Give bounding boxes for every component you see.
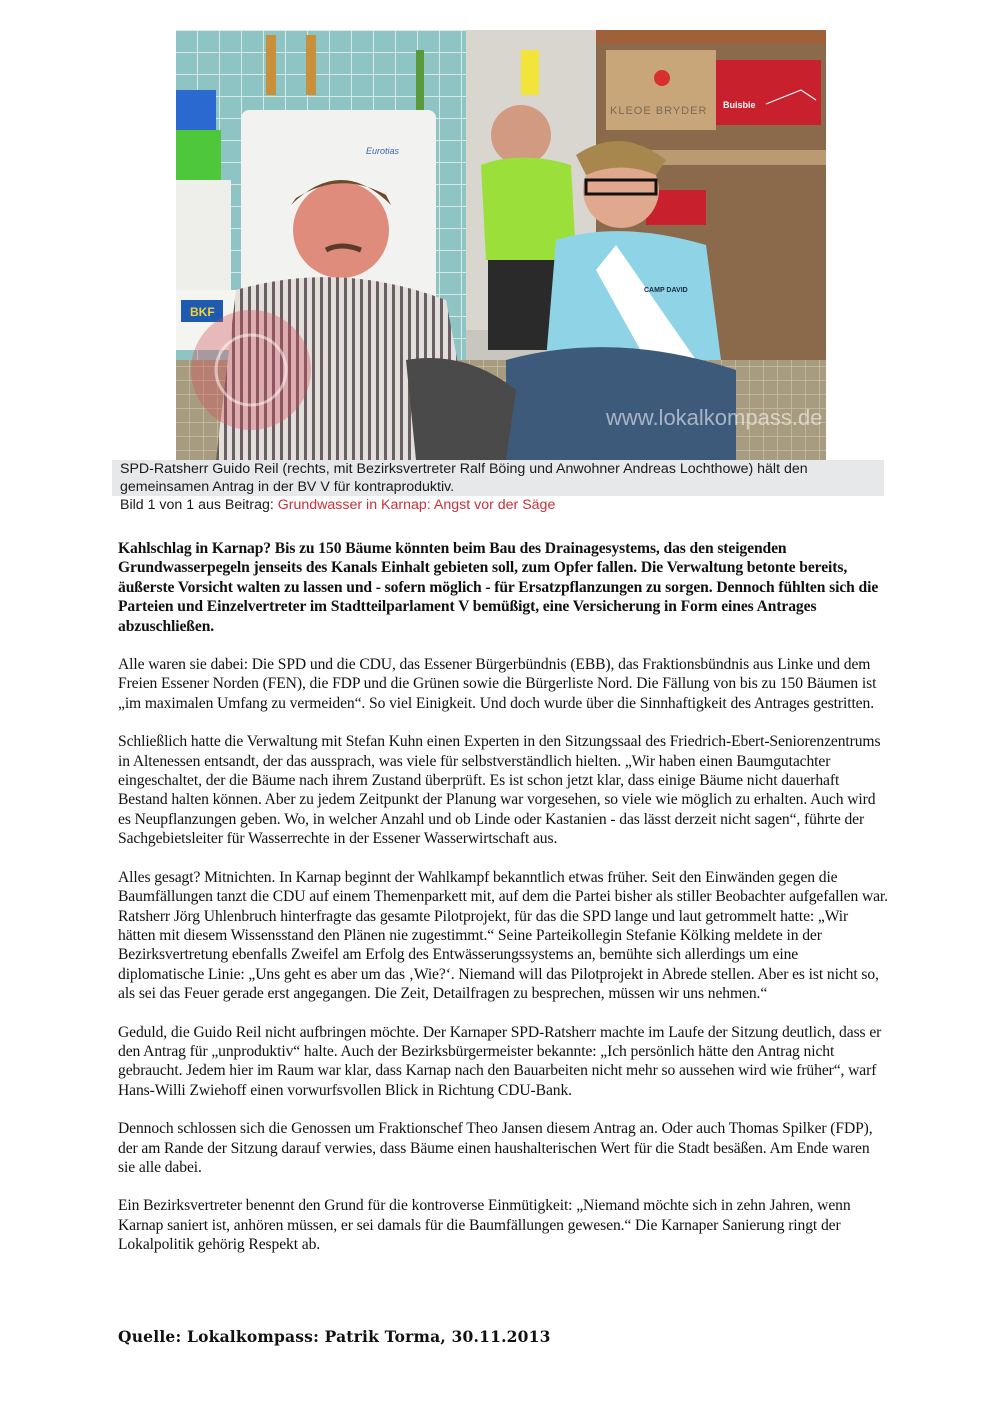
article-lead: Kahlschlag in Karnap? Bis zu 150 Bäume könnten beim Bau des Drainagesystems, das den steigenden Grundwasserpegeln jenseits des Kanals Einhalt gebieten soll, zum Opfer fallen. Die Verwaltung betonte bereits, äußerste Vorsicht walten zu lassen und - sofern möglich - für Ersatzpflanzungen zu sorgen. Dennoch fühlten sich die Parteien und Einzelvertreter im Stadtteilparlament V bemüßigt, eine Versicherung in Form eines Antrages abzuschließen. [118,540,879,635]
person-left [293,182,389,278]
watermark-logo [191,310,311,430]
photo-illustration [176,30,826,460]
article-link[interactable]: Grundwasser in Karnap: Angst vor der Säge [277,497,556,513]
source-line: Quelle: Lokalkompass: Patrik Torma, 30.11.2013 [118,1327,551,1346]
article-paragraph: Ein Bezirksvertreter benennt den Grund für die kontroverse Einmütigkeit: „Niemand möchte sich in zehn Jahren, wenn Karnap saniert ist, anhören müssen, er sei damals für die Baumfällungen gewesen.“ Die Karnaper Sanierung ringt der Lokalpolitik gehörig Respekt ab. [118,1197,851,1254]
shirt-print: CAMP DAVID [644,287,688,294]
article-paragraph: Geduld, die Guido Reil nicht aufbringen möchte. Der Karnaper SPD-Ratsherr machte im Laufe der Sitzung deutlich, dass er den Antrag für „unproduktiv“ halte. Auch der Bezirksbürgermeister bekannte: „Ich persönlich hätte den Antrag nicht gebraucht. Jedem hier im Raum war klar, dass Karnap nach den Bauarbeiten nicht mehr so aussehen wird wie früher“, warf Hans-Willi Zwiehoff einen vorwurfsvollen Blick in Richtung CDU-Bank. [118,1023,882,1099]
article-body [118,539,888,1274]
image-counter: Bild 1 von 1 aus Beitrag: [120,497,278,513]
article-paragraph: Alles gesagt? Mitnichten. In Karnap beginnt der Wahlkampf bekanntlich etwas früher. Seit den Einwänden gegen die Baumfällungen tanzt die CDU auf einem Themenparkett mit, auf dem die Partei bisher als stiller Beobachter aufgefallen war. Ratsherr Jörg Uhlenbruch hinterfragte das gesamte Pilotprojekt, für das die SPD lange und laut getrommelt hatte: „Wir hätten mit diesem Wissensstand den Plänen nie zugestimmt.“ Seine Parteikollegin Stefanie Kölking meldete in der Bezirksvertretung ebenfalls Zweifel am Erfolg des Entwässerungssystems an, bemühte sich allerdings um eine diplomatische Linie: „Uns geht es aber um das ‚Wie?‘. Niemand will das Pilotprojekt in Abrede stellen. Aber es ist nicht so, als sei das Feuer gerade erst angegangen. Die Zeit, Detailfragen zu besprechen, müssen wir uns nehmen.“ [118,868,888,1003]
article-paragraph: Dennoch schlossen sich die Genossen um Fraktionschef Theo Jansen diesem Antrag an. Oder auch Thomas Spilker (FDP), der am Rande der Sitzung darauf verwies, dass Bäume einen haushalterischen Wert für die Stadt besäßen. Am Ende waren sie alle dabei. [118,1120,873,1176]
cardboard-box [606,50,716,130]
article-photo [176,30,826,460]
box-left-label: KLEOE BRYDER [610,105,708,117]
box-right-label: Buisbie [723,100,756,110]
person-middle [491,105,551,165]
photo-caption: SPD-Ratsherr Guido Reil (rechts, mit Bezirksvertreter Ralf Böing und Anwohner Andreas Lochthowe) hält den gemeinsamen Antrag in der BV V für kontraproduktiv. [120,461,808,495]
image-counter-line [120,497,555,515]
bucket-brand: BKF [190,305,215,319]
article-paragraph: Schließlich hatte die Verwaltung mit Stefan Kuhn einen Experten in den Sitzungssaal des Friedrich-Ebert-Seniorenzentrums in Altenessen entsandt, der das aussprach, was viele für selbstverständlich hielten. „Wir haben einen Baumgutachter eingeschaltet, der die Bäume nach ihrem Zustand überprüft. Es ist schon jetzt klar, dass einige Bäume nicht dauerhaft Bestand halten können. Aber zu jedem Zeitpunkt der Planung war vorgesehen, so viele wie möglich zu erhalten. Auch wird es Neupflanzungen geben. Wo, in welcher Anzahl und ob Linde oder Kastanien - das lässt derzeit nicht sagen“, führte der Sachgebietsleiter für Wasserrechte in der Essener Wasserwirtschaft aus. [118,733,881,848]
boiler-brand: Eurotias [366,146,400,156]
watermark-text: www.lokalkompass.de [606,405,823,430]
article-paragraph: Alle waren sie dabei: Die SPD und die CDU, das Essener Bürgerbündnis (EBB), das Fraktionsbündnis aus Linke und dem Freien Essener Norden (FEN), die FDP und die Grünen sowie die Bürgerliste Nord. Die Fällung von bis zu 150 Bäumen ist „im maximalen Umfang zu vermeiden“. So viel Einigkeit. Und doch wurde über die Sinnhaftigkeit des Antrages gestritten. [118,656,877,712]
